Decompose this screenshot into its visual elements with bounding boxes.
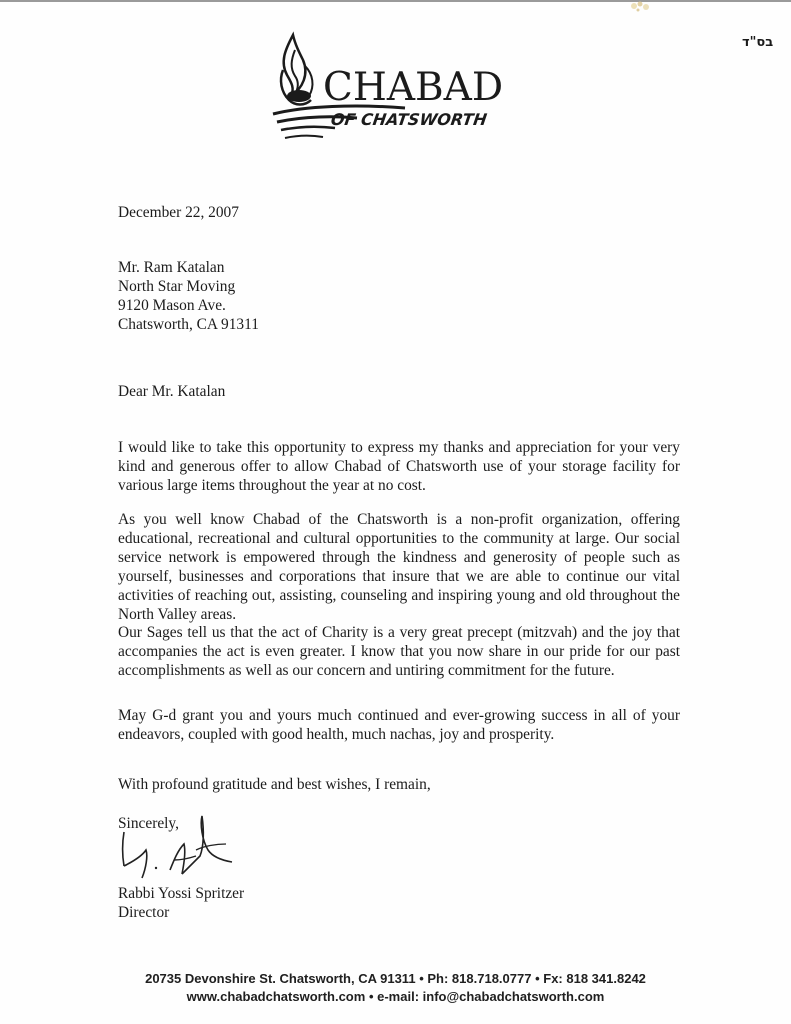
sign-off: Sincerely, <box>118 815 179 832</box>
body-paragraph: I would like to take this opportunity to express my thanks and appreciation for your very kind and generous offer to allow Chabad of Chatsworth use of your storage facility for various large items throughout the year at no cost. <box>118 439 680 494</box>
top-edge-rule <box>0 0 791 2</box>
recipient-company: North Star Moving <box>118 278 236 295</box>
logo-subtitle: OF CHATSWORTH <box>329 110 489 129</box>
footer-contact-line <box>0 970 791 988</box>
closing-line: With profound gratitude and best wishes, I remain, <box>118 776 431 793</box>
body-paragraph: As you well know Chabad of the Chatsworth is a non-profit organization, offering educational, recreational and cultural opportunities to the community at large. Our social service network is empowered through the kindness and generosity of people such as yourself, businesses and corporations that insure that we are able to continue our vital activities of reaching out, assisting, counseling and inspiring young and old throughout the North Valley areas. <box>118 511 680 623</box>
signer-name: Rabbi Yossi Spritzer <box>118 885 245 902</box>
footer-web-line <box>0 988 791 1006</box>
corner-mark: בס"ד <box>742 35 774 50</box>
signer-title: Director <box>118 904 170 921</box>
handwritten-signature <box>112 810 247 882</box>
footer-address: 20735 Devonshire St. Chatsworth, CA 91311 <box>145 971 416 986</box>
recipient-street: 9120 Mason Ave. <box>118 297 226 314</box>
body-paragraph: Our Sages tell us that the act of Charity is a very great precept (mitzvah) and the joy that accompanies the act is even greater. I know that you now share in our pride for our past accomplishments as well as our concern and untiring commitment for the future. <box>118 624 680 679</box>
footer-separator: • <box>535 971 540 986</box>
recipient-address <box>118 258 259 334</box>
logo-title: CHABAD <box>323 65 504 110</box>
salutation: Dear Mr. Katalan <box>118 383 226 400</box>
footer-phone: Ph: 818.718.0777 <box>427 971 532 986</box>
footer-separator: • <box>368 989 374 1004</box>
recipient-city: Chatsworth, CA 91311 <box>118 316 259 333</box>
signer-block <box>118 884 244 922</box>
chabad-logo <box>265 30 510 155</box>
footer-fax: Fx: 818 341.8242 <box>543 971 646 986</box>
body-paragraph: May G-d grant you and yours much continued and ever-growing success in all of your endeavors, coupled with good health, much nachas, joy and prosperity. <box>118 707 680 743</box>
recipient-name: Mr. Ram Katalan <box>118 259 225 276</box>
letter-date: December 22, 2007 <box>118 204 239 221</box>
footer-email: e-mail: info@chabadchatsworth.com <box>377 989 605 1004</box>
footer-website: www.chabadchatsworth.com <box>186 989 366 1004</box>
footer-separator: • <box>419 971 424 986</box>
paper-stain <box>626 0 656 14</box>
letterhead-footer <box>0 970 791 1006</box>
